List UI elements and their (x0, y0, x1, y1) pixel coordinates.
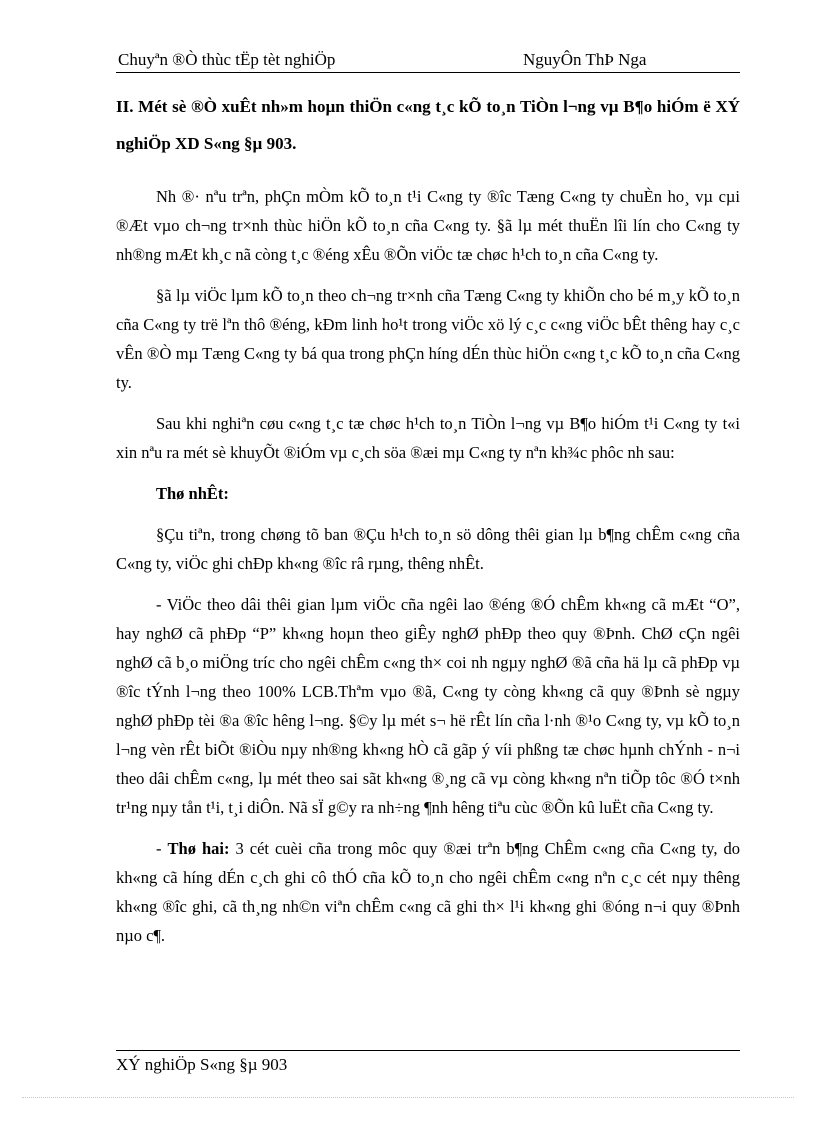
paragraph-2: §ã lµ viÖc lµm kÕ to¸n theo ch¬ng tr×nh cña Tæng C«ng ty khiÕn cho bé m¸y kÕ to¸n cña C«ng ty trë lªn thô ®éng, kÐm linh ho¹t trong viÖc xö lý c¸c c«ng viÖc bÊt thêng hay c¸c vÊn ®Ò mµ Tæng C«ng ty bá qua trong phÇn híng dÉn thùc hiÖn c«ng t¸c kÕ to¸n cña C«ng ty. (116, 286, 740, 392)
page-bottom-divider (22, 1097, 794, 1098)
page-footer (116, 1050, 740, 1075)
paragraph-4: §Çu tiªn, trong chøng tõ ban ®Çu h¹ch to¸n sö dông thêi gian lµ b¶ng chÊm c«ng cña C«ng ty, viÖc ghi chÐp kh«ng ®îc râ rµng, thêng nhÊt. (116, 525, 740, 573)
footer-text: XÝ nghiÖp S«ng §µ 903 (116, 1055, 288, 1074)
header-author: NguyÔn ThÞ Nga (523, 50, 647, 69)
sub-heading-first: Thø nhÊt: (156, 484, 229, 503)
paragraph-1: Nh ®· nªu trªn, phÇn mÒm kÕ to¸n t¹i C«ng ty ®îc Tæng C«ng ty chuÈn ho¸ vµ cµi ®Æt vµo ch¬ng tr×nh thùc hiÖn kÕ to¸n cña C«ng ty. §ã lµ mét thuËn lîi lín cho C«ng ty nh®ng mÆt kh¸c nã còng t¸c ®éng xÊu ®Õn viÖc tæ chøc h¹ch to¸n cña C«ng ty. (116, 187, 740, 264)
second-point-label: Thø hai: (167, 839, 230, 858)
paragraph-6: - Thø hai: 3 cét cuèi cña trong môc quy ®æi trªn b¶ng ChÊm c«ng cña C«ng ty, do kh«ng cã híng dÉn c¸ch ghi cô thÓ cña kÕ to¸n cho ngêi chÊm c«ng nªn c¸c cét nµy thêng kh«ng ®îc ghi, cã th¸ng nh©n viªn chÊm c«ng cã ghi th× l¹i kh«ng ghi ®óng n¬i quy ®Þnh nµo c¶. (116, 839, 740, 945)
page-header (116, 50, 740, 73)
document-body (116, 88, 740, 962)
section-heading: II. Mét sè ®Ò xuÊt nh»m hoµn thiÖn c«ng t¸c kÕ to¸n TiÒn l¬ng vµ B¶o hiÓm ë XÝ nghiÖp XD S«ng §µ 903. (116, 97, 740, 153)
paragraph-5: - ViÖc theo dâi thêi gian lµm viÖc cña ngêi lao ®éng ®Ó chÊm kh«ng cã mÆt “O”, hay nghØ cã phÐp “P” kh«ng hoµn theo giÊy nghØ phÐp theo quy ®Þnh. ChØ cÇn ngêi nghØ cã b¸o miÖng tríc cho ngêi chÊm c«ng th× coi nh ngµy nghØ ®ã cña hä lµ cã phÐp vµ ®îc tÝnh l¬ng theo 100% LCB.Thªm vµo ®ã, C«ng ty còng kh«ng cã quy ®Þnh sè ngµy nghØ phÐp tèi ®a ®îc hêng l¬ng. §©y lµ mét s¬ hë rÊt lín cña l·nh ®¹o C«ng ty, vµ kÕ to¸n l¬ng vèn rÊt biÕt ®iÒu nµy nh®ng kh«ng hÒ cã gãp ý víi phßng tæ chøc hµnh chÝnh - n¬i theo dâi chÊm c«ng, lµ mét theo sai sãt kh«ng ®¸ng cã vµ còng kh«ng nªn tiÕp tôc ®Ó t×nh tr¹ng nµy tån t¹i, t¸i diÔn. Nã sÏ g©y ra nh÷ng ¶nh hêng tiªu cùc ®Õn kû luËt cña C«ng ty. (116, 595, 740, 817)
header-title: Chuyªn ®Ò thùc tËp tèt nghiÖp (118, 50, 336, 69)
second-point-text: 3 cét cuèi cña trong môc quy ®æi trªn b¶ng ChÊm c«ng cña C«ng ty, do kh«ng cã híng dÉn c¸ch ghi cô thÓ cña kÕ to¸n cho ngêi chÊm c«ng nªn c¸c cét nµy thêng kh«ng ®îc ghi, cã th¸ng nh©n viªn chÊm c«ng cã ghi th× l¹i kh«ng ghi ®óng n¬i quy ®Þnh nµo c¶. (116, 839, 740, 945)
paragraph-3: Sau khi nghiªn cøu c«ng t¸c tæ chøc h¹ch to¸n TiÒn l¬ng vµ B¶o hiÓm t¹i C«ng ty t«i xin nªu ra mét sè khuyÕt ®iÓm vµ c¸ch söa ®æi mµ C«ng ty nªn kh¾c phôc nh sau: (116, 414, 740, 462)
